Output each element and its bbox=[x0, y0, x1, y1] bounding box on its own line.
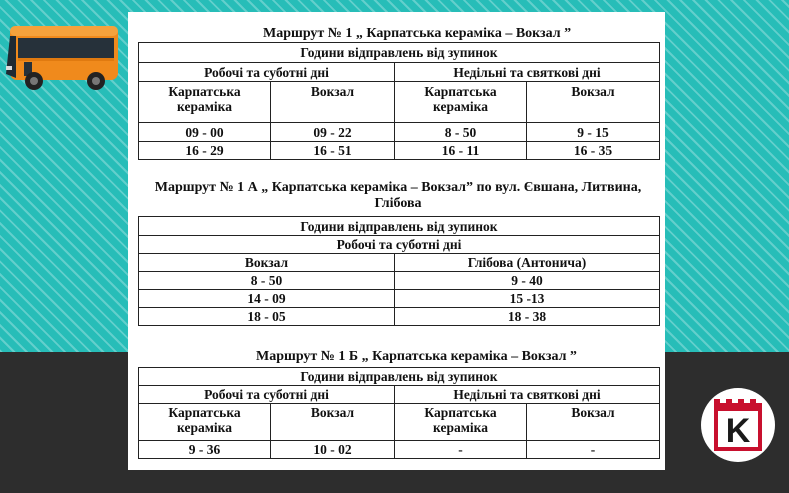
route-1-weekday-label: Робочі та суботні дні bbox=[139, 63, 395, 82]
table-cell: 09 - 00 bbox=[139, 123, 271, 142]
route-1-col-karpatska-holiday: Карпатська кераміка bbox=[395, 82, 527, 123]
route-1a-weekday-label: Робочі та суботні дні bbox=[139, 236, 660, 254]
route-1a-table bbox=[138, 216, 660, 326]
table-cell: 8 - 50 bbox=[395, 123, 527, 142]
route-1b-table bbox=[138, 367, 660, 459]
table-row bbox=[139, 142, 660, 160]
table-cell: 09 - 22 bbox=[271, 123, 395, 142]
route-1-col-karpatska: Карпатська кераміка bbox=[139, 82, 271, 123]
route-1b-header: Години відправлень від зупинок bbox=[139, 368, 660, 386]
table-cell: 16 - 35 bbox=[527, 142, 660, 160]
route-1b-weekday-label: Робочі та суботні дні bbox=[139, 386, 395, 404]
table-row bbox=[139, 290, 660, 308]
logo-letter: K bbox=[725, 412, 751, 450]
table-cell: 18 - 05 bbox=[139, 308, 395, 326]
table-row bbox=[139, 308, 660, 326]
table-cell: 16 - 11 bbox=[395, 142, 527, 160]
route-1a-col-vokzal: Вокзал bbox=[139, 254, 395, 272]
table-cell: 9 - 40 bbox=[395, 272, 660, 290]
table-cell: - bbox=[527, 441, 660, 459]
route-1a-header: Години відправлень від зупинок bbox=[139, 217, 660, 236]
table-cell: - bbox=[395, 441, 527, 459]
table-cell: 16 - 51 bbox=[271, 142, 395, 160]
table-cell: 9 - 15 bbox=[527, 123, 660, 142]
route-1b-col-vokzal: Вокзал bbox=[271, 404, 395, 441]
route-1-col-vokzal-holiday: Вокзал bbox=[527, 82, 660, 123]
route-1-header: Години відправлень від зупинок bbox=[139, 43, 660, 63]
route-1a-title: Маршрут № 1 А „ Карпатська кераміка – Вокзал” по вул. Євшана, Литвина, Глібова bbox=[154, 180, 642, 211]
route-1-title: Маршрут № 1 „ Карпатська кераміка – Вокзал ” bbox=[263, 26, 572, 41]
table-cell: 9 - 36 bbox=[139, 441, 271, 459]
route-1-table bbox=[138, 42, 660, 160]
tower-k-logo-icon bbox=[700, 387, 776, 463]
table-row bbox=[139, 123, 660, 142]
bus-icon bbox=[4, 18, 122, 94]
table-cell: 16 - 29 bbox=[139, 142, 271, 160]
route-1a-col-glibova: Глібова (Антонича) bbox=[395, 254, 660, 272]
route-1b-holiday-label: Недільні та святкові дні bbox=[395, 386, 660, 404]
route-1b-title: Маршрут № 1 Б „ Карпатська кераміка – Вокзал ” bbox=[256, 349, 577, 364]
table-cell: 10 - 02 bbox=[271, 441, 395, 459]
table-cell: 15 -13 bbox=[395, 290, 660, 308]
route-1b-col-karpatska-holiday: Карпатська кераміка bbox=[395, 404, 527, 441]
table-row bbox=[139, 272, 660, 290]
route-1-col-vokzal: Вокзал bbox=[271, 82, 395, 123]
table-cell: 18 - 38 bbox=[395, 308, 660, 326]
route-1-holiday-label: Недільні та святкові дні bbox=[395, 63, 660, 82]
table-cell: 8 - 50 bbox=[139, 272, 395, 290]
table-cell: 14 - 09 bbox=[139, 290, 395, 308]
table-row bbox=[139, 441, 660, 459]
route-1b-col-vokzal-holiday: Вокзал bbox=[527, 404, 660, 441]
schedule-sheet bbox=[128, 12, 665, 470]
route-1b-col-karpatska: Карпатська кераміка bbox=[139, 404, 271, 441]
